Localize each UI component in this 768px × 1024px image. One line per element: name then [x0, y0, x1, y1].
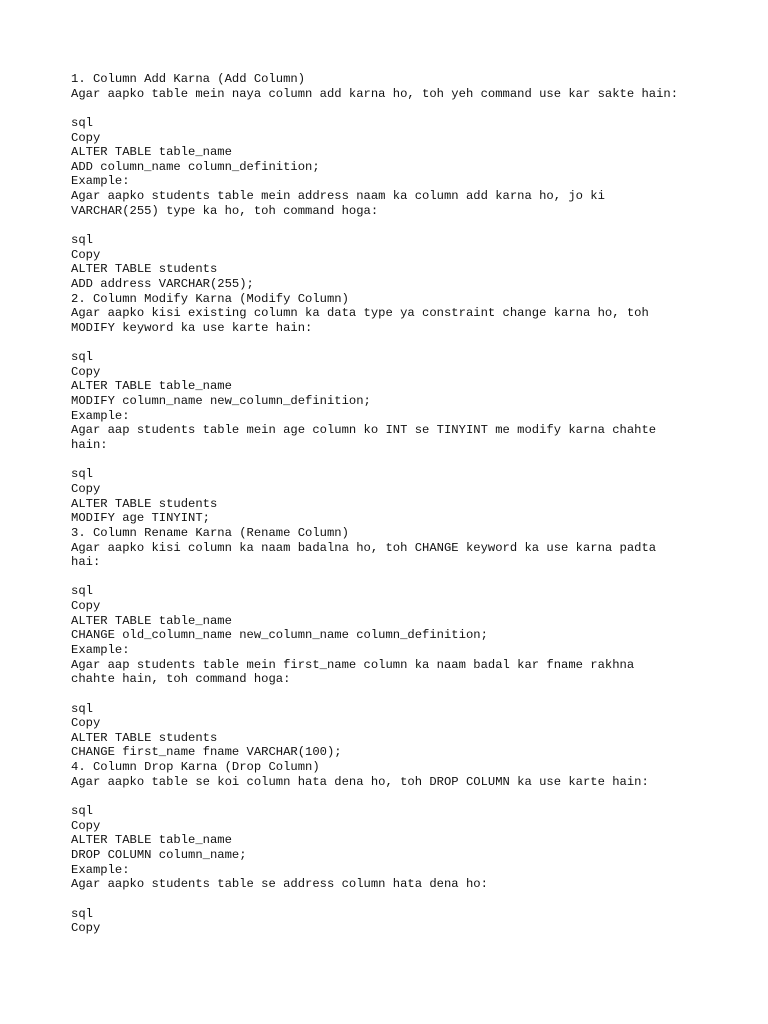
text-line: Agar aapko table mein naya column add karna ho, toh yeh command use kar sakte hain:: [71, 86, 679, 101]
blank-line: [71, 570, 751, 585]
code-language-label: sql: [71, 233, 93, 248]
code-line: ALTER TABLE table_name: [71, 145, 232, 160]
copy-label: Copy: [71, 247, 101, 262]
copy-label: Copy: [71, 130, 101, 145]
code-line: ADD address VARCHAR(255);: [71, 276, 254, 291]
code-line: DROP COLUMN column_name;: [71, 847, 247, 862]
blank-line: [71, 789, 751, 804]
example-label: Example:: [71, 642, 130, 657]
blank-line: [71, 218, 751, 233]
code-line: ALTER TABLE students: [71, 730, 218, 745]
code-line: ALTER TABLE table_name: [71, 833, 232, 848]
code-line: CHANGE first_name fname VARCHAR(100);: [71, 745, 342, 760]
blank-line: [71, 101, 751, 116]
text-line: Agar aapko kisi column ka naam badalna ho, toh CHANGE keyword ka use karna padta: [71, 540, 657, 555]
text-line: Agar aapko table se koi column hata dena ho, toh DROP COLUMN ka use karte hain:: [71, 774, 649, 789]
code-language-label: sql: [71, 906, 93, 921]
code-language-label: sql: [71, 804, 93, 819]
copy-label: Copy: [71, 921, 101, 936]
text-line: Agar aap students table mein first_name column ka naam badal kar fname rakhna: [71, 657, 635, 672]
code-language-label: sql: [71, 584, 93, 599]
section-heading: 2. Column Modify Karna (Modify Column): [71, 291, 349, 306]
blank-line: [71, 336, 751, 351]
code-line: MODIFY age TINYINT;: [71, 511, 210, 526]
code-line: ALTER TABLE table_name: [71, 379, 232, 394]
example-label: Example:: [71, 408, 130, 423]
text-line: VARCHAR(255) type ka ho, toh command hoga:: [71, 203, 379, 218]
code-line: ALTER TABLE table_name: [71, 613, 232, 628]
example-label: Example:: [71, 862, 130, 877]
text-line: Agar aap students table mein age column ko INT se TINYINT me modify karna chahte: [71, 423, 657, 438]
blank-line: [71, 892, 751, 907]
text-line: Agar aapko students table mein address naam ka column add karna ho, jo ki: [71, 189, 605, 204]
text-line: hain:: [71, 438, 108, 453]
text-line: hai:: [71, 555, 101, 570]
text-line: chahte hain, toh command hoga:: [71, 672, 291, 687]
copy-label: Copy: [71, 716, 101, 731]
code-line: MODIFY keyword ka use karte hain:: [71, 320, 313, 335]
section-heading: 4. Column Drop Karna (Drop Column): [71, 760, 320, 775]
code-line: CHANGE old_column_name new_column_name column_definition;: [71, 628, 488, 643]
copy-label: Copy: [71, 599, 101, 614]
section-heading: 1. Column Add Karna (Add Column): [71, 72, 306, 86]
blank-line: [71, 453, 751, 468]
code-line: ADD column_name column_definition;: [71, 159, 320, 174]
copy-label: Copy: [71, 481, 101, 496]
text-line: Agar aapko students table se address column hata dena ho:: [71, 877, 488, 892]
text-line: Agar aapko kisi existing column ka data type ya constraint change karna ho, toh: [71, 306, 649, 321]
document-page: [71, 72, 751, 936]
blank-line: [71, 687, 751, 702]
code-line: ALTER TABLE students: [71, 496, 218, 511]
code-language-label: sql: [71, 701, 93, 716]
code-language-label: sql: [71, 467, 93, 482]
code-language-label: sql: [71, 115, 93, 130]
example-label: Example:: [71, 174, 130, 189]
copy-label: Copy: [71, 818, 101, 833]
section-heading: 3. Column Rename Karna (Rename Column): [71, 525, 349, 540]
copy-label: Copy: [71, 364, 101, 379]
code-line: ALTER TABLE students: [71, 262, 218, 277]
code-line: MODIFY column_name new_column_definition;: [71, 394, 371, 409]
code-language-label: sql: [71, 350, 93, 365]
